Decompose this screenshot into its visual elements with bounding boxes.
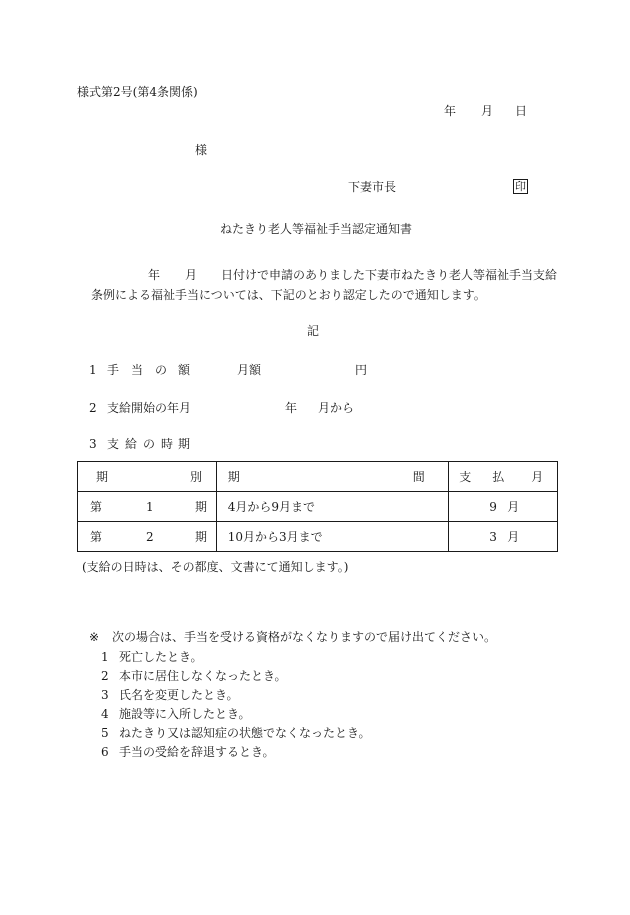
case-text: ねたきり又は認知症の状態でなくなったとき。	[119, 726, 371, 740]
sender-title: 下妻市長	[348, 180, 397, 194]
item1-yen: 円	[355, 363, 368, 377]
case-number: 2	[101, 669, 109, 683]
item3-char-3: の	[143, 437, 156, 451]
case-number: 3	[101, 688, 109, 702]
header-cell-payment-month	[449, 462, 558, 492]
case-number: 1	[101, 650, 109, 664]
row-month-unit: 月	[507, 500, 520, 514]
header-char: 期	[227, 470, 240, 484]
case-number: 6	[101, 745, 109, 759]
body-line-2: 条例による福祉手当については、下記のとおり認定したので通知します。	[91, 288, 486, 302]
header-char: 間	[412, 470, 425, 484]
row-payment-month	[449, 492, 558, 522]
date-month-label: 月	[481, 104, 494, 118]
body-year-label: 年	[148, 268, 161, 282]
item1-monthly: 月額	[237, 363, 262, 377]
row-period-range	[216, 492, 449, 522]
table-row	[78, 492, 558, 522]
table-row	[78, 522, 558, 552]
header-char: 別	[190, 470, 203, 484]
row-char: 2	[146, 530, 154, 544]
document-title: ねたきり老人等福祉手当認定通知書	[220, 222, 413, 236]
date-year-label: 年	[444, 104, 457, 118]
item2-from: 月から	[318, 401, 355, 415]
payment-schedule-table	[77, 461, 558, 552]
item2-label: 支給開始の年月	[107, 401, 192, 415]
date-day-label: 日	[515, 104, 528, 118]
ki-heading: 記	[307, 324, 320, 338]
notice-mark: ※	[89, 630, 100, 644]
item3-char-1: 支	[107, 437, 120, 451]
row-char: 第	[90, 530, 103, 544]
row-month-number: 9	[489, 500, 497, 514]
item2-number: 2	[89, 401, 97, 415]
table-header-row	[78, 462, 558, 492]
header-char: 支	[459, 470, 472, 484]
item1-char-3: の	[155, 363, 168, 377]
item1-char-4: 額	[178, 363, 191, 377]
case-text: 施設等に入所したとき。	[119, 707, 251, 721]
item1-char-2: 当	[131, 363, 144, 377]
item3-char-2: 給	[125, 437, 138, 451]
row-period-number	[78, 492, 217, 522]
row-payment-month	[449, 522, 558, 552]
row-period-range	[216, 522, 449, 552]
row-period-text: 10月から3月まで	[227, 530, 323, 544]
header-char: 月	[531, 470, 544, 484]
notice-intro: 次の場合は、手当を受ける資格がなくなりますので届け出てください。	[112, 630, 497, 644]
row-char: 期	[195, 530, 208, 544]
case-number: 5	[101, 726, 109, 740]
header-char: 払	[492, 470, 505, 484]
item2-year: 年	[285, 401, 298, 415]
seal-mark: 印	[515, 180, 526, 193]
item1-number: 1	[89, 363, 97, 377]
row-month-number: 3	[489, 530, 497, 544]
header-char: 期	[96, 470, 109, 484]
case-text: 死亡したとき。	[119, 650, 203, 664]
row-period-number	[78, 522, 217, 552]
header-cell-period-range	[216, 462, 449, 492]
item1-char-1: 手	[107, 363, 120, 377]
form-number: 様式第2号(第4条関係)	[77, 85, 198, 99]
case-text: 氏名を変更したとき。	[119, 688, 239, 702]
row-char: 期	[195, 500, 208, 514]
row-period-text: 4月から9月まで	[227, 500, 315, 514]
item3-char-4: 時	[161, 437, 174, 451]
row-char: 1	[146, 500, 154, 514]
payment-date-note: (支給の日時は、その都度、文書にて通知します。)	[82, 560, 349, 574]
item3-number: 3	[89, 437, 97, 451]
item3-char-5: 期	[178, 437, 191, 451]
body-line-1: 日付けで申請のありました下妻市ねたきり老人等福祉手当支給	[221, 268, 558, 282]
case-number: 4	[101, 707, 109, 721]
case-text: 本市に居住しなくなったとき。	[119, 669, 287, 683]
row-char: 第	[90, 500, 103, 514]
addressee-suffix: 様	[195, 143, 208, 157]
case-text: 手当の受給を辞退するとき。	[119, 745, 275, 759]
header-cell-period-number	[78, 462, 217, 492]
body-month-label: 月	[185, 268, 198, 282]
row-month-unit: 月	[507, 530, 520, 544]
